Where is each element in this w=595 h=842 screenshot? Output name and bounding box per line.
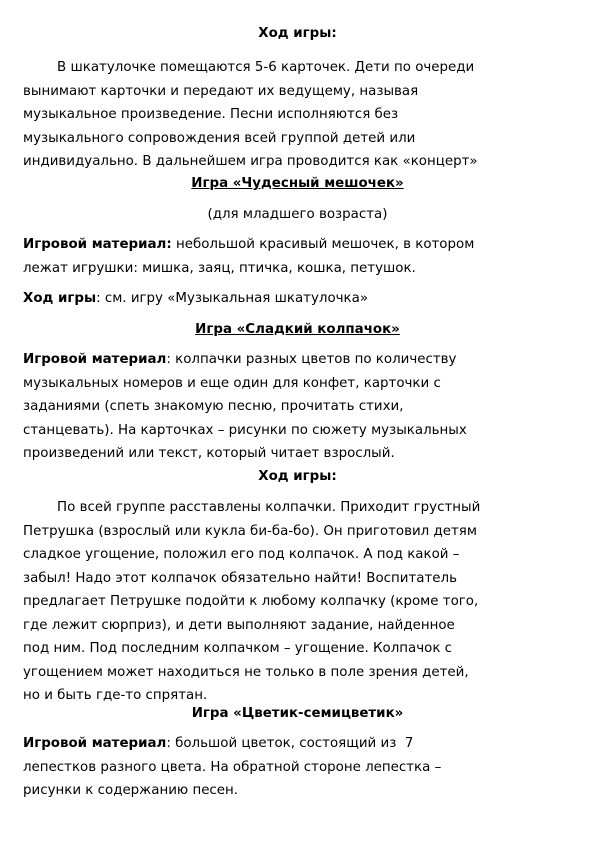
paragraph-line: где лежит сюрприз), и дети выполняют задание, найденное [23,617,455,633]
game-subtitle-age: (для младшего возраста) [207,207,388,222]
paragraph-line: забыл! Надо этот колпачок обязательно найти! Воспитатель [23,570,457,586]
paragraph-line: сладкое угощение, положил его под колпачок. А под какой – [23,547,460,562]
paragraph-line: музыкального сопровождения всей группой детей или [23,130,416,146]
paragraph-line: но и быть где-то спрятан. [23,688,208,703]
move-text: : см. игру «Музыкальная шкатулочка» [96,291,369,306]
paragraph-line: лепестков разного цвета. На обратной стороне лепестка – [23,759,442,775]
paragraph-line: произведений или текст, который читает взрослый. [23,446,395,461]
paragraph-magic-bag-material [23,233,578,280]
label-game-move: Ход игры [23,291,97,306]
paragraph-line: предлагает Петрушке подойти к любому колпачку (кроме того, [23,594,479,609]
material-text: небольшой красивый мешочек, в котором [171,237,475,252]
paragraph-line: заданиями (спеть знакомую песню, прочитать стихи, [23,399,404,414]
section-heading-game-progress-2: Ход игры: [258,469,337,484]
paragraph-sweet-cap-description [23,496,578,708]
paragraph-line: музыкальных номеров и еще один для конфет, карточки с [23,375,441,391]
paragraph-line: В шкатулочке помещаются 5-6 карточек. Дети по очереди [23,60,475,75]
paragraph-sweet-cap-material [23,348,578,466]
material-text: : колпачки разных цветов по количеству [166,352,457,367]
paragraph-line: Петрушка (взрослый или кукла би-ба-бо). Он приготовил детям [23,523,477,539]
paragraph-line: По всей группе расставлены колпачки. Приходит грустный [23,500,481,515]
paragraph-line: рисунки к содержанию песен. [23,783,239,798]
paragraph-line: лежат игрушки: мишка, заяц, птичка, кошка, петушок. [23,260,416,276]
paragraph-line: под ним. Под последним колпачком – угощение. Колпачок с [23,641,453,656]
paragraph-seven-flower-material [23,732,578,803]
label-game-material: Игровой материал [23,352,167,367]
paragraph-magic-bag-move [23,287,578,311]
game-title-magic-bag: Игра «Чудесный мешочек» [191,176,404,191]
material-text: : большой цветок, состоящий из 7 [166,736,414,751]
paragraph-line: вынимают карточки и передают их ведущему, называя [23,83,419,99]
game-title-seven-flower: Игра «Цветик-семицветик» [191,706,404,721]
paragraph-line: угощением может находиться не только в поле зрения детей, [23,664,469,680]
section-heading-game-progress: Ход игры: [258,26,337,41]
paragraph-music-box-description [23,56,578,174]
paragraph-line: станцевать). На карточках – рисунки по сюжету музыкальных [23,422,467,438]
label-game-material: Игровой материал: [23,237,172,252]
paragraph-line: музыкальное произведение. Песни исполняются без [23,107,399,122]
label-game-material: Игровой материал [23,736,167,751]
paragraph-line: индивидуально. В дальнейшем игра проводится как «концерт» [23,154,478,169]
game-title-sweet-cap: Игра «Сладкий колпачок» [195,322,400,337]
